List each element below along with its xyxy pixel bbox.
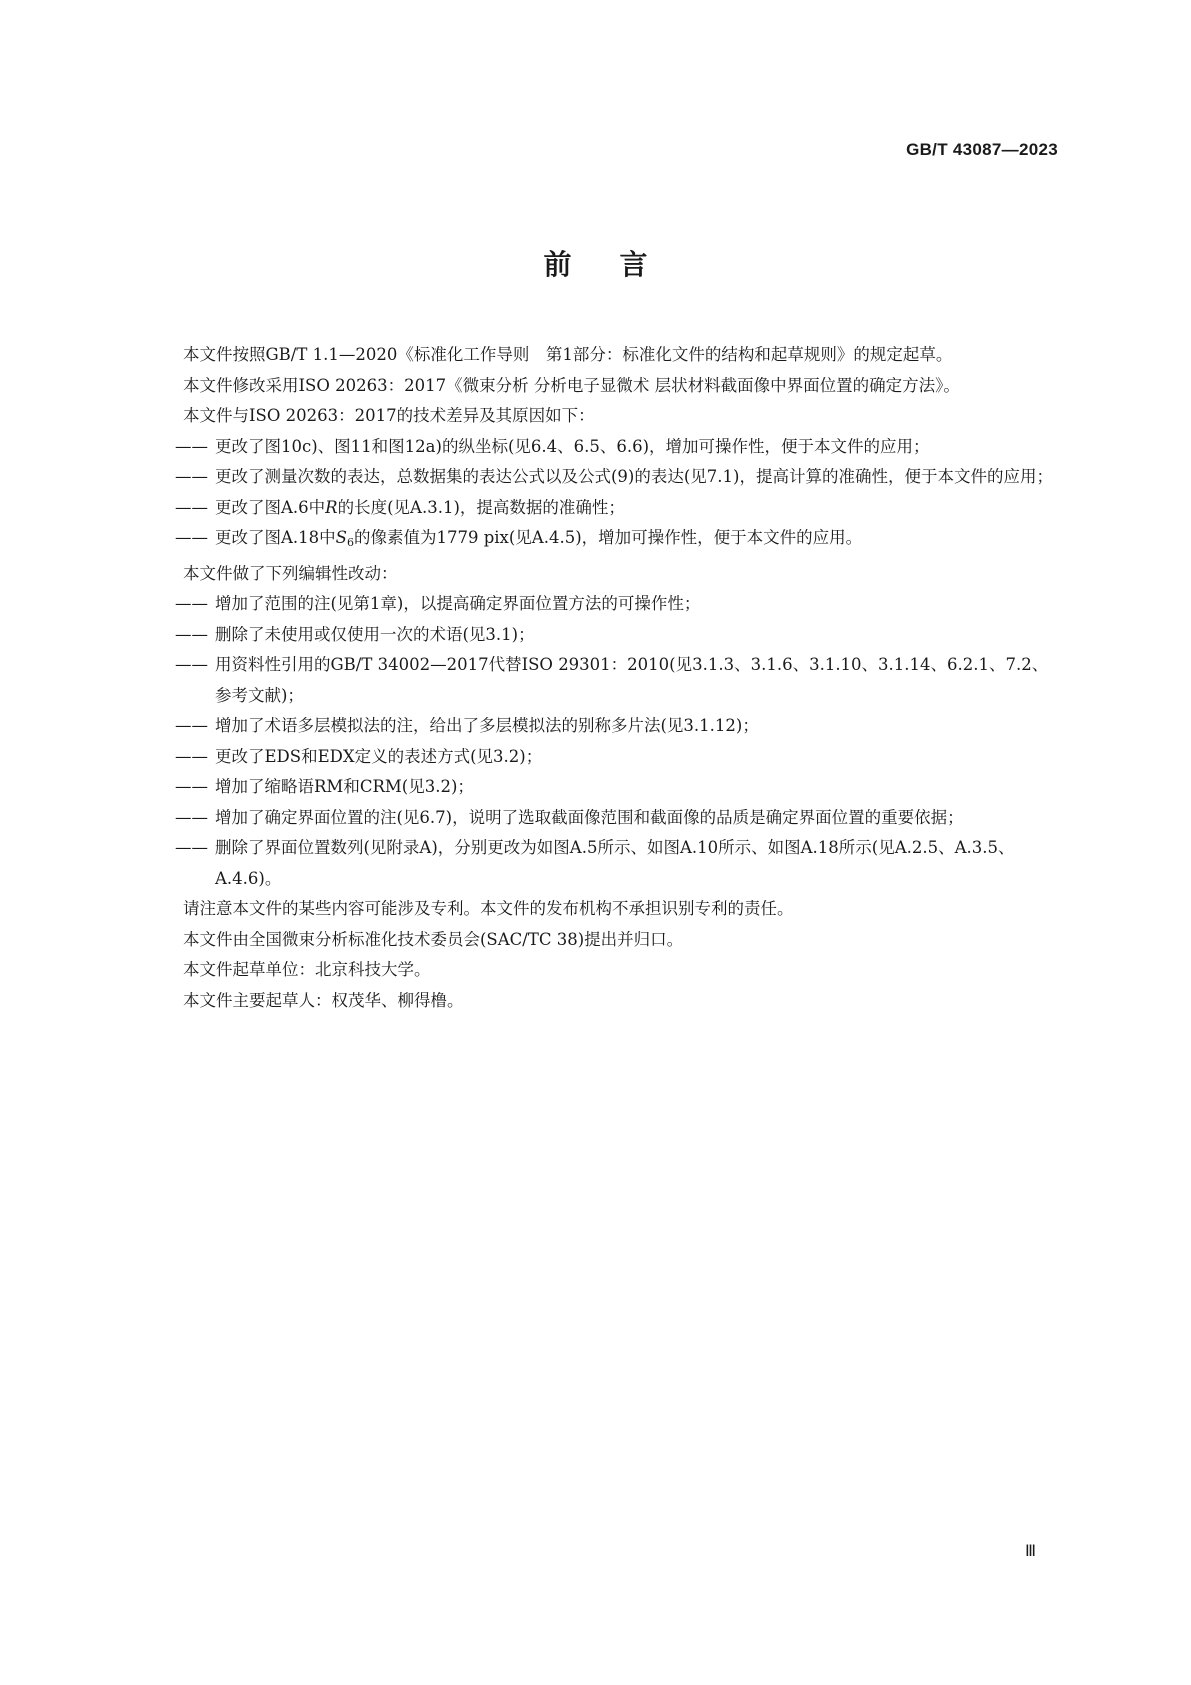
list-dash: ——	[175, 528, 208, 547]
editorial-change-item	[143, 742, 1061, 773]
item-text: 删除了界面位置数列(见附录A)，分别更改为如图A.5所示、如图A.10所示、如图A.18所示(见A.2.5、A.3.5、A.4.6)。	[215, 838, 1015, 888]
list-dash: ——	[175, 807, 208, 827]
paragraph-proposer: 本文件由全国微束分析标准化技术委员会(SAC/TC 38)提出并归口。	[183, 929, 684, 949]
item-text: 更改了测量次数的表达，总数据集的表达公式以及公式(9)的表达(见7.1)，提高计算的准确性，便于本文件的应用；	[215, 467, 1053, 486]
paragraph-adoption: 本文件修改采用ISO 20263：2017《微束分析 分析电子显微术 层状材料截面像中界面位置的确定方法》。	[183, 375, 960, 395]
paragraph-basis: 本文件按照GB/T 1.1—2020《标准化工作导则 第1部分：标准化文件的结构和起草规则》的规定起草。	[183, 345, 953, 364]
variable-S: S	[335, 528, 347, 547]
standard-code: GB/T 43087—2023	[906, 140, 1058, 159]
editorial-change-item	[143, 711, 1061, 742]
editorial-change-item	[143, 589, 1061, 620]
technical-difference-item	[143, 523, 1061, 559]
list-dash: ——	[175, 838, 208, 857]
editorial-change-item	[143, 620, 1061, 651]
item-text: 增加了范围的注(见第1章)，以提高确定界面位置方法的可操作性；	[215, 594, 701, 613]
page-title: 前言	[543, 248, 696, 281]
item-text: 删除了未使用或仅使用一次的术语(见3.1)；	[215, 624, 535, 644]
paragraph-patent-notice: 请注意本文件的某些内容可能涉及专利。本文件的发布机构不承担识别专利的责任。	[183, 899, 794, 918]
list-dash: ——	[175, 594, 208, 613]
list-dash: ——	[175, 467, 208, 486]
paragraph-drafting-unit: 本文件起草单位：北京科技大学。	[183, 960, 431, 979]
editorial-change-item	[143, 650, 1061, 711]
item-text: 增加了确定界面位置的注(见6.7)，说明了选取截面像范围和截面像的品质是确定界面位置的重要依据；	[215, 807, 964, 827]
editorial-change-item	[143, 833, 1061, 894]
list-dash: ——	[175, 655, 208, 674]
list-dash: ——	[175, 436, 208, 456]
variable-subscript: 6	[346, 536, 354, 549]
item-text: 更改了EDS和EDX定义的表述方式(见3.2)；	[215, 746, 543, 766]
list-dash: ——	[175, 777, 208, 796]
list-dash: ——	[175, 746, 208, 766]
paragraph-technical-differences-intro: 本文件与ISO 20263：2017的技术差异及其原因如下：	[183, 406, 595, 425]
list-dash: ——	[175, 624, 208, 644]
item-text-post: 的长度(见A.3.1)，提高数据的准确性；	[337, 497, 625, 517]
item-text: 增加了缩略语RM和CRM(见3.2)；	[215, 777, 474, 796]
editorial-change-item	[143, 803, 1061, 834]
paragraph-drafters: 本文件主要起草人：权茂华、柳得橹。	[183, 990, 464, 1010]
document-body	[143, 340, 1061, 1016]
editorial-change-item	[143, 772, 1061, 803]
list-dash: ——	[175, 497, 208, 517]
variable-R: R	[325, 497, 338, 517]
page-number: Ⅲ	[1024, 1543, 1036, 1560]
list-dash: ——	[175, 716, 208, 735]
item-text: 增加了术语多层模拟法的注，给出了多层模拟法的别称多片法(见3.1.12)；	[215, 716, 759, 735]
paragraph-editorial-intro: 本文件做了下列编辑性改动：	[183, 563, 398, 583]
item-text: 更改了图10c)、图11和图12a)的纵坐标(见6.4、6.5、6.6)，增加可操作性，便于本文件的应用；	[215, 436, 930, 456]
item-text: 用资料性引用的GB/T 34002—2017代替ISO 29301：2010(见3.1.3、3.1.6、3.1.10、3.1.14、6.2.1、7.2、参考文献)；	[215, 655, 1049, 705]
item-text-pre: 更改了图A.18中	[215, 528, 336, 547]
technical-difference-item	[143, 462, 1061, 493]
technical-difference-item	[143, 493, 1061, 524]
technical-difference-item	[143, 432, 1061, 463]
item-text-post: 的像素值为1779 pix(见A.4.5)，增加可操作性，便于本文件的应用。	[353, 528, 863, 547]
item-text-pre: 更改了图A.6中	[215, 497, 326, 517]
